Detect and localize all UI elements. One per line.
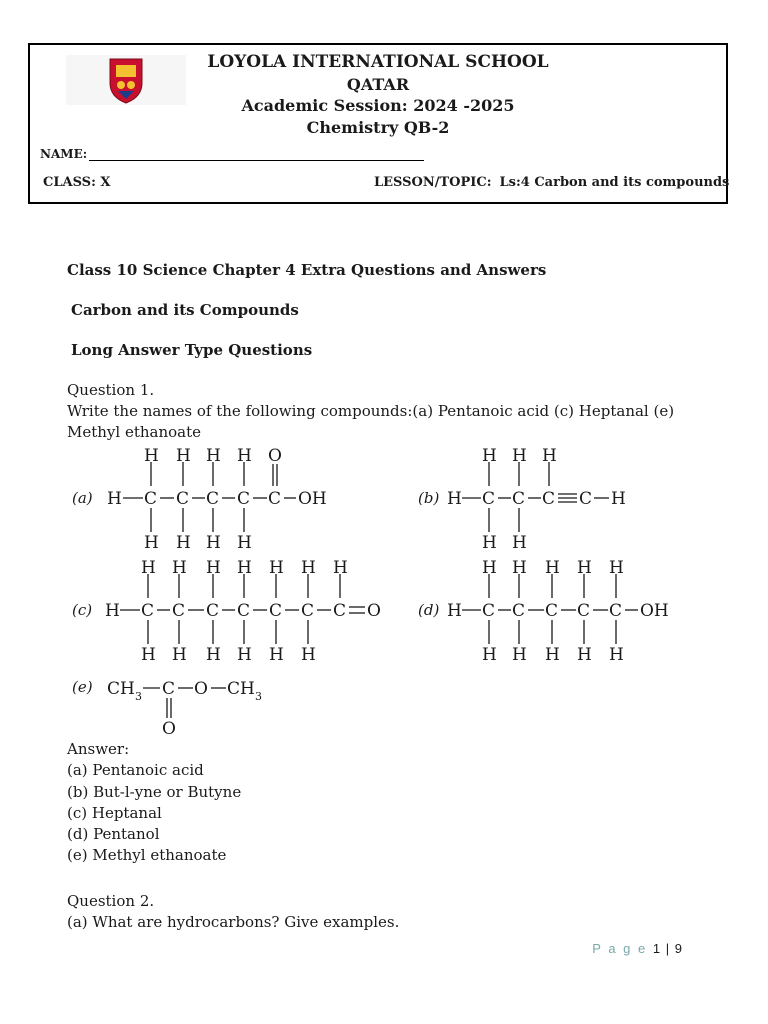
svg-text:H: H (105, 601, 120, 621)
svg-text:C: C (237, 601, 251, 621)
name-blank-line[interactable] (89, 148, 424, 161)
page-footer: P a g e 1 | 9 (592, 941, 682, 956)
svg-text:H: H (611, 489, 626, 509)
ester-oxygen: O (194, 679, 208, 699)
svg-text:H: H (577, 645, 592, 665)
svg-text:C: C (609, 601, 623, 621)
svg-text:C: C (162, 679, 176, 699)
name-label: NAME: (40, 147, 88, 161)
structure-d (418, 558, 669, 665)
answer-item: (b) But-l-yne or Butyne (67, 782, 242, 801)
svg-text:C: C (269, 601, 283, 621)
svg-text:C: C (512, 489, 526, 509)
svg-text:H: H (141, 558, 156, 578)
svg-text:H: H (482, 446, 497, 466)
structure-b (418, 446, 626, 553)
svg-text:C: C (542, 489, 556, 509)
hydroxyl-d: OH (640, 601, 669, 621)
methyl-left-sub: 3 (135, 690, 142, 703)
svg-text:C: C (237, 489, 251, 509)
answer-item: (d) Pentanol (67, 825, 160, 844)
svg-text:H: H (447, 489, 462, 509)
svg-text:H: H (206, 446, 221, 466)
svg-text:C: C (333, 601, 347, 621)
svg-text:H: H (333, 558, 348, 578)
svg-text:H: H (107, 489, 122, 509)
svg-text:H: H (269, 645, 284, 665)
label-b: (b) (418, 489, 440, 507)
school-name: LOYOLA INTERNATIONAL SCHOOL (207, 52, 549, 72)
label-e: (e) (72, 678, 93, 696)
methyl-left-ch: CH (107, 679, 135, 699)
structure-a (72, 446, 327, 553)
svg-text:C: C (301, 601, 315, 621)
answers-block (67, 739, 241, 867)
svg-text:H: H (237, 645, 252, 665)
svg-text:H: H (512, 446, 527, 466)
svg-text:H: H (545, 645, 560, 665)
svg-text:C: C (144, 489, 158, 509)
svg-text:H: H (542, 446, 557, 466)
svg-text:H: H (206, 645, 221, 665)
svg-text:H: H (176, 533, 191, 553)
answer-item: (a) Pentanoic acid (67, 761, 204, 780)
svg-text:C: C (206, 489, 220, 509)
label-c: (c) (72, 601, 93, 619)
question-2-text: (a) What are hydrocarbons? Give examples. (67, 913, 400, 931)
svg-text:C: C (176, 489, 190, 509)
page-heading: Class 10 Science Chapter 4 Extra Questions and Answers (67, 261, 547, 279)
question-1-text-cont: Methyl ethanoate (67, 423, 202, 441)
school-country: QATAR (346, 75, 410, 94)
class-label: CLASS: X (43, 175, 111, 190)
methyl-right-ch: CH (227, 679, 255, 699)
label-a: (a) (72, 489, 93, 507)
svg-text:H: H (237, 446, 252, 466)
svg-text:H: H (301, 645, 316, 665)
svg-text:H: H (512, 645, 527, 665)
header-box (28, 43, 728, 204)
label-d: (d) (418, 601, 440, 619)
page-subheading: Carbon and its Compounds (71, 301, 299, 319)
svg-text:H: H (141, 645, 156, 665)
lesson-value: Ls:4 Carbon and its compounds (499, 175, 730, 190)
svg-text:H: H (144, 446, 159, 466)
svg-text:C: C (172, 601, 186, 621)
page-number: 1 (652, 941, 661, 956)
svg-text:H: H (609, 645, 624, 665)
svg-text:H: H (447, 601, 462, 621)
question-1-title: Question 1. (67, 381, 155, 399)
svg-text:H: H (512, 533, 527, 553)
structure-c (72, 558, 381, 665)
svg-text:H: H (482, 533, 497, 553)
svg-text:H: H (206, 533, 221, 553)
svg-text:C: C (268, 489, 282, 509)
svg-text:C: C (482, 489, 496, 509)
svg-text:H: H (609, 558, 624, 578)
carbonyl-oxygen: O (162, 719, 176, 737)
svg-text:H: H (545, 558, 560, 578)
question-2-title: Question 2. (67, 892, 155, 910)
lesson-row (374, 175, 729, 190)
svg-text:C: C (579, 489, 593, 509)
answer-item: (c) Heptanal (67, 803, 162, 822)
svg-text:H: H (269, 558, 284, 578)
answer-label: Answer: (67, 740, 130, 758)
svg-text:H: H (172, 558, 187, 578)
svg-text:H: H (237, 558, 252, 578)
academic-session: Academic Session: 2024 -2025 (241, 96, 515, 115)
svg-text:C: C (512, 601, 526, 621)
oxygen-c: O (367, 601, 381, 621)
svg-text:H: H (301, 558, 316, 578)
svg-text:H: H (237, 533, 252, 553)
structural-formulas-figure (68, 442, 698, 737)
svg-text:C: C (141, 601, 155, 621)
svg-text:H: H (144, 533, 159, 553)
lesson-label: LESSON/TOPIC: (374, 175, 492, 190)
svg-text:H: H (577, 558, 592, 578)
methyl-right-sub: 3 (255, 690, 262, 703)
answer-item: (e) Methyl ethanoate (67, 846, 227, 865)
svg-text:C: C (482, 601, 496, 621)
svg-text:H: H (172, 645, 187, 665)
hydroxyl-a: OH (298, 489, 327, 509)
svg-text:O: O (268, 446, 282, 466)
page-total: 9 (674, 941, 682, 956)
svg-text:C: C (206, 601, 220, 621)
page-word: P a g e (592, 941, 648, 956)
svg-text:H: H (482, 645, 497, 665)
svg-text:H: H (482, 558, 497, 578)
svg-text:H: H (176, 446, 191, 466)
subject-title: Chemistry QB-2 (306, 118, 450, 137)
section-title: Long Answer Type Questions (71, 341, 313, 359)
svg-text:H: H (512, 558, 527, 578)
svg-text:C: C (545, 601, 559, 621)
svg-text:H: H (206, 558, 221, 578)
name-row (40, 147, 424, 161)
question-1-text: Write the names of the following compounds:(a) Pentanoic acid (c) Heptanal (e) (67, 402, 675, 420)
svg-text:C: C (577, 601, 591, 621)
